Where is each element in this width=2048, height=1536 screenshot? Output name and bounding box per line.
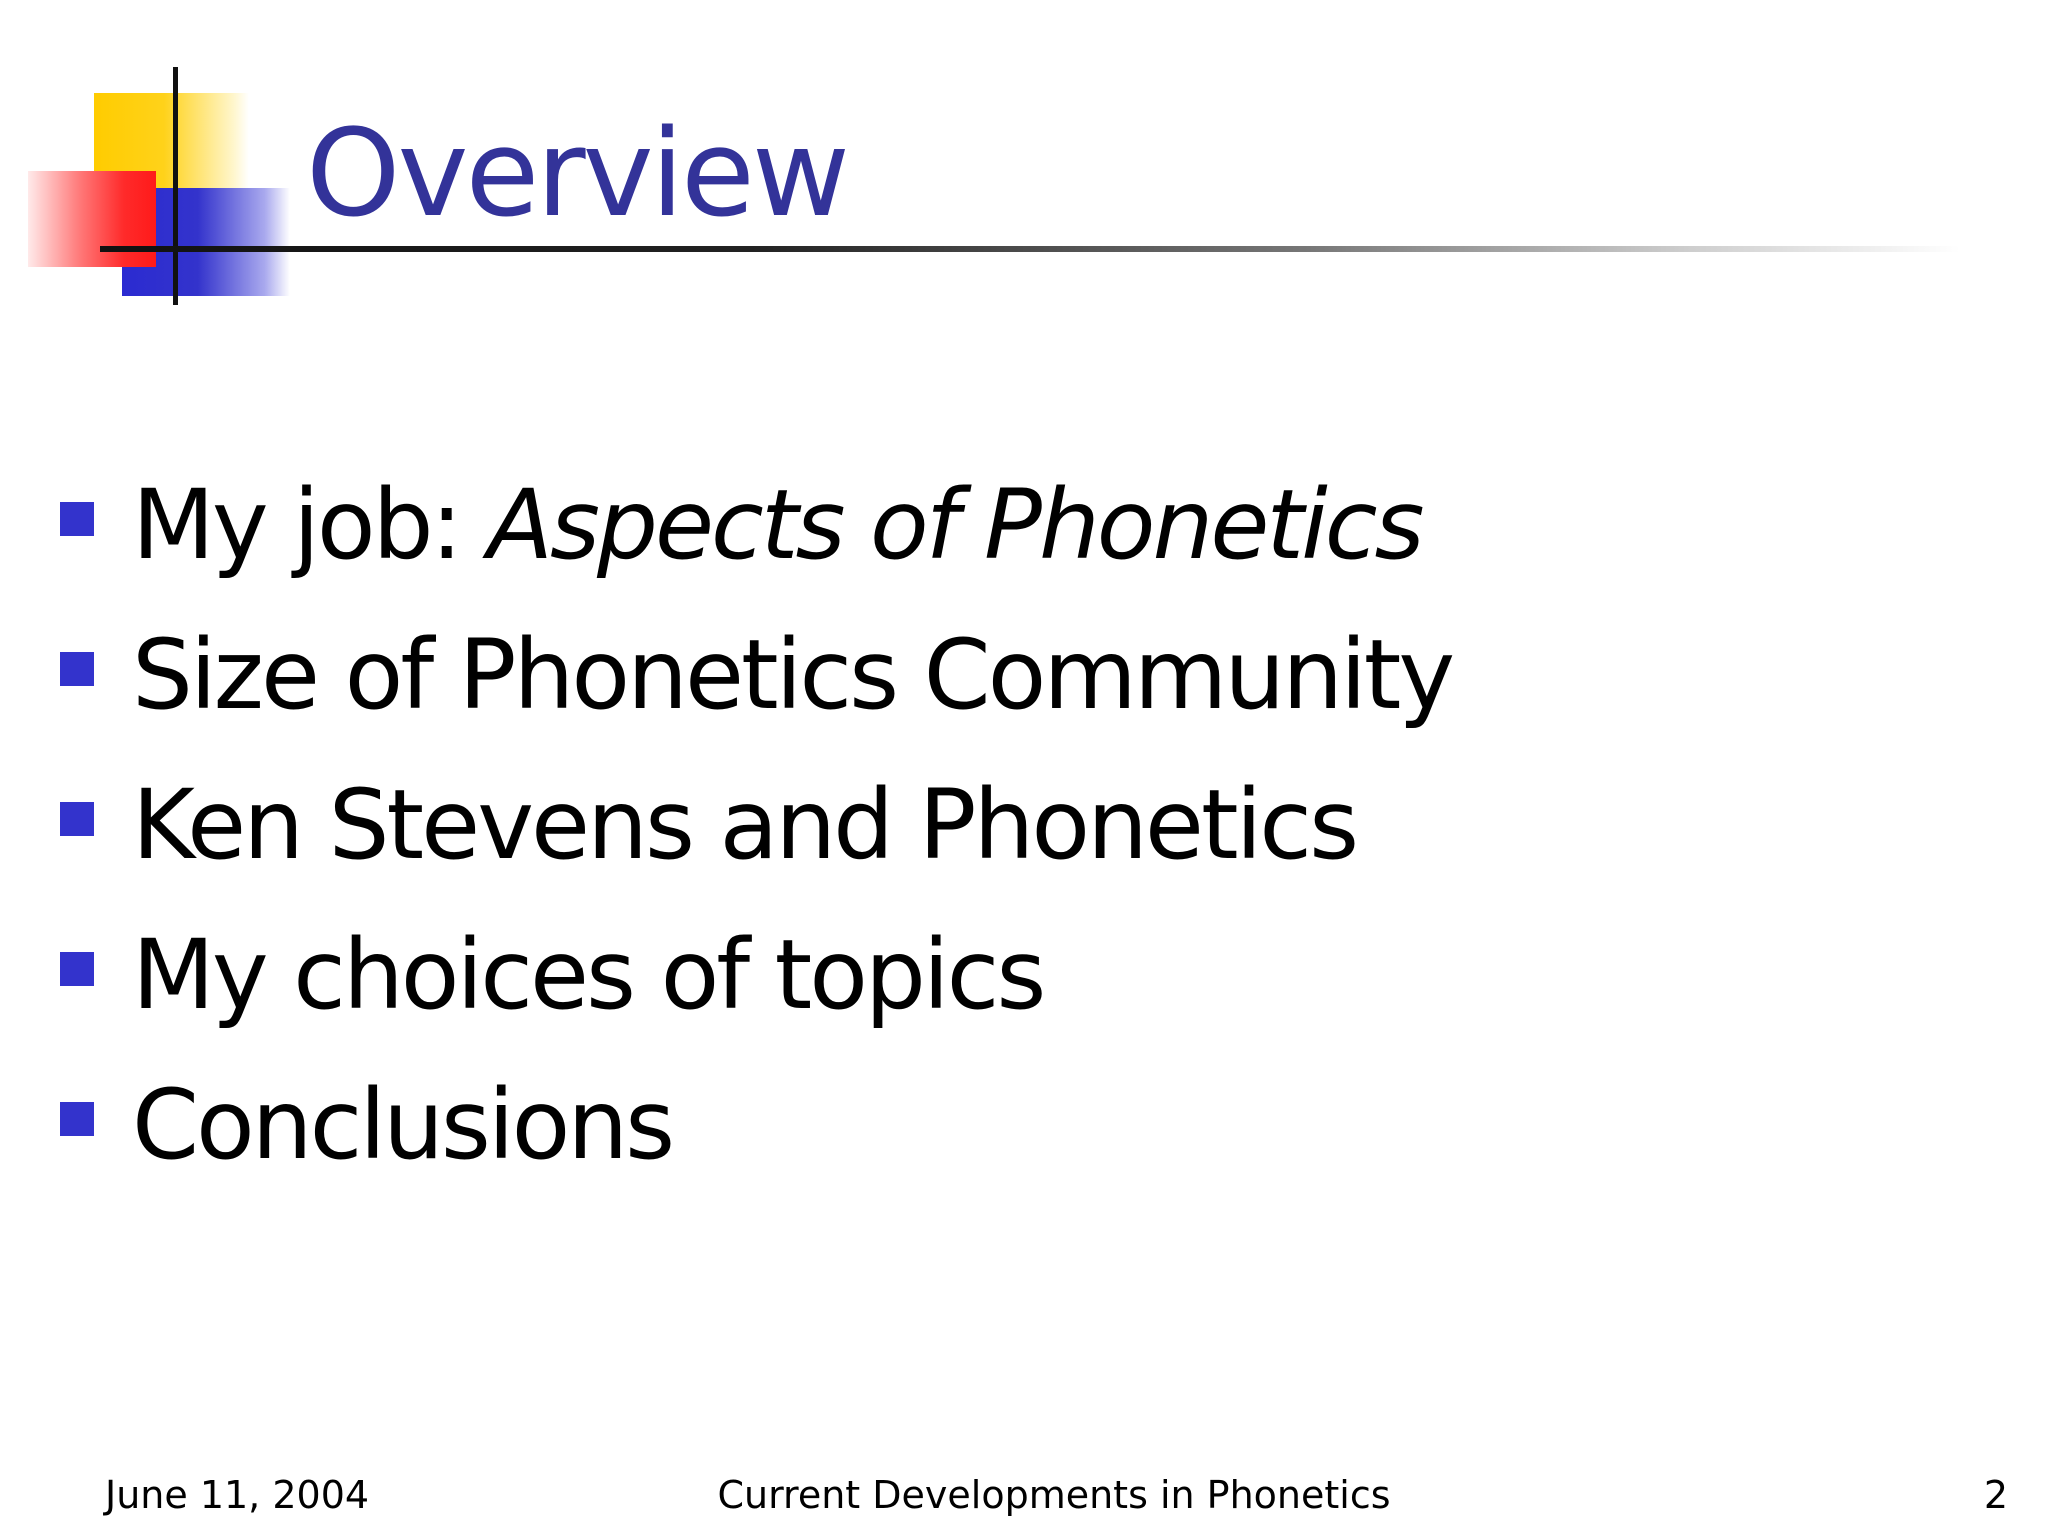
bullet-text: Ken Stevens and Phonetics xyxy=(132,769,1357,881)
footer-page-number: 2 xyxy=(1983,1473,2008,1517)
square-bullet-icon xyxy=(60,952,94,986)
list-item xyxy=(60,1050,1452,1200)
bullet-text-italic: Aspects of Phonetics xyxy=(487,469,1422,581)
list-item xyxy=(60,750,1452,900)
list-item xyxy=(60,600,1452,750)
logo-red-square xyxy=(28,171,156,267)
slide-title: Overview xyxy=(306,105,847,244)
square-bullet-icon xyxy=(60,1102,94,1136)
list-item xyxy=(60,450,1452,600)
square-bullet-icon xyxy=(60,802,94,836)
logo-vertical-line xyxy=(173,67,178,305)
footer-date: June 11, 2004 xyxy=(105,1473,370,1517)
bullet-text-prefix: My job: xyxy=(132,469,488,581)
bullet-text xyxy=(132,470,1422,580)
bullet-text: Conclusions xyxy=(132,1069,673,1181)
overlapping-squares-logo xyxy=(0,0,320,320)
bullet-text: My choices of topics xyxy=(132,919,1044,1031)
bullet-text: Size of Phonetics Community xyxy=(132,619,1453,731)
square-bullet-icon xyxy=(60,502,94,536)
bullet-list xyxy=(60,450,1452,1200)
footer-presentation-title: Current Developments in Phonetics xyxy=(717,1473,1391,1517)
list-item xyxy=(60,900,1452,1050)
square-bullet-icon xyxy=(60,652,94,686)
title-underline xyxy=(100,246,1960,252)
